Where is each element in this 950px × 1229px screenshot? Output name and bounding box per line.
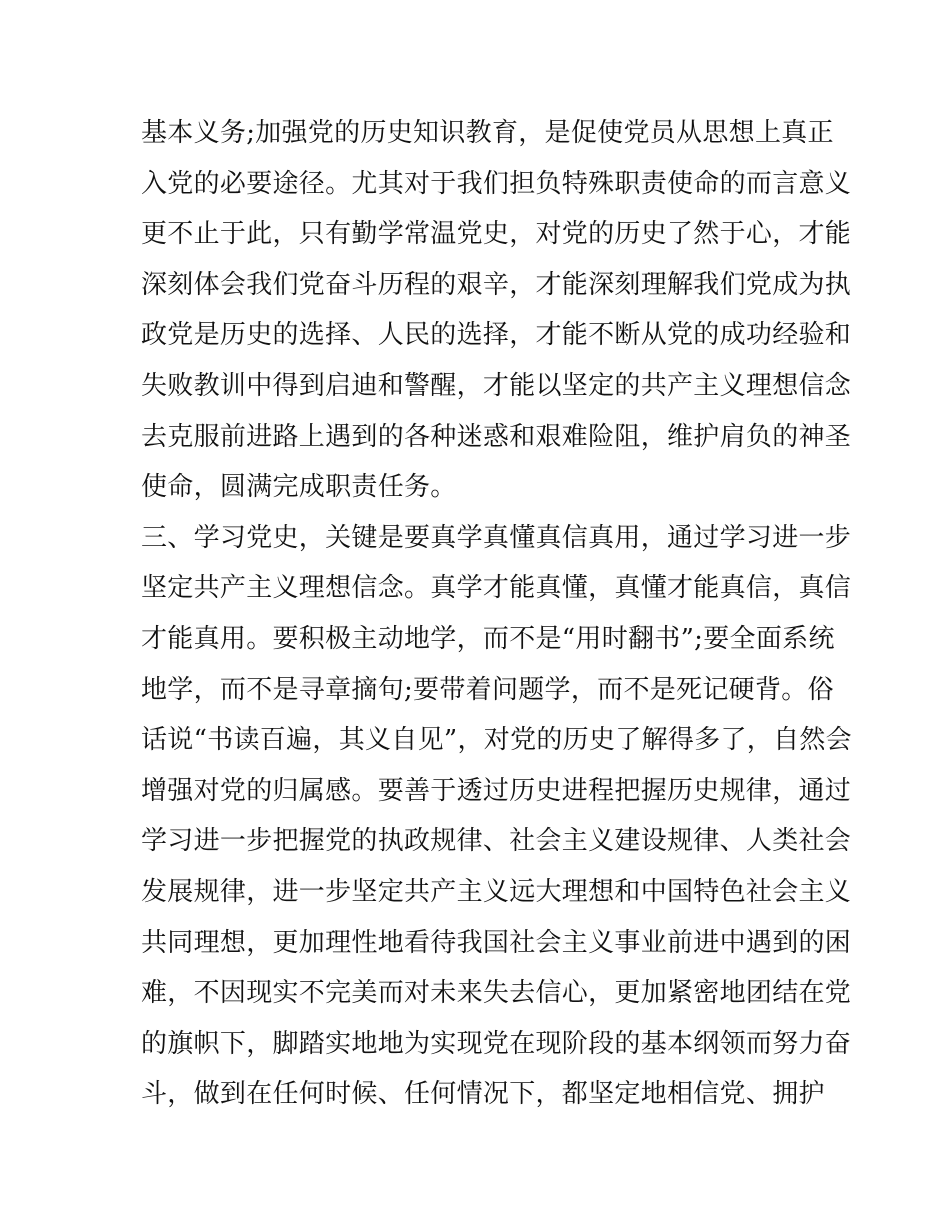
body-text — [141, 108, 852, 1120]
text-line: 深刻体会我们党奋斗历程的艰辛，才能深刻理解我们党成为执 — [141, 269, 852, 300]
text-line: 才能真用。要积极主动地学，而不是“用时翻书”;要全面系统 — [141, 623, 835, 654]
text-line: 地学，而不是寻章摘句;要带着问题学，而不是死记硬背。俗 — [141, 674, 834, 705]
text-line: 政党是历史的选择、人民的选择，才能不断从党的成功经验和 — [141, 320, 852, 351]
text-line: 发展规律，进一步坚定共产主义远大理想和中国特色社会主义 — [141, 876, 852, 907]
text-line: 难，不因现实不完美而对未来失去信心，更加紧密地团结在党 — [141, 978, 852, 1009]
section-heading-line: 三、学习党史，关键是要真学真懂真信真用，通过学习进一步 — [141, 522, 852, 553]
text-line: 坚定共产主义理想信念。真学才能真懂，真懂才能真信，真信 — [141, 573, 852, 604]
text-line: 基本义务;加强党的历史知识教育，是促使党员从思想上真正 — [141, 118, 834, 148]
text-line: 失败教训中得到启迪和警醒，才能以坚定的共产主义理想信念 — [141, 370, 852, 401]
text-line: 入党的必要途径。尤其对于我们担负特殊职责使命的而言意义 — [141, 168, 852, 199]
text-line: 去克服前进路上遇到的各种迷惑和艰难险阻，维护肩负的神圣 — [141, 421, 852, 452]
text-line: 话说“书读百遍，其义自见”，对党的历史了解得多了，自然会 — [141, 725, 852, 756]
text-line: 更不止于此，只有勤学常温党史，对党的历史了然于心，才能 — [141, 219, 852, 250]
text-line: 斗，做到在任何时候、任何情况下，都坚定地相信党、拥护 — [141, 1079, 825, 1110]
text-line: 增强对党的归属感。要善于透过历史进程把握历史规律，通过 — [141, 775, 852, 806]
text-line: 共同理想，更加理性地看待我国社会主义事业前进中遇到的困 — [141, 927, 852, 958]
text-line: 的旗帜下，脚踏实地地为实现党在现阶段的基本纲领而努力奋 — [141, 1028, 852, 1059]
text-line: 学习进一步把握党的执政规律、社会主义建设规律、人类社会 — [141, 826, 852, 857]
text-line: 使命，圆满完成职责任务。 — [141, 472, 457, 503]
